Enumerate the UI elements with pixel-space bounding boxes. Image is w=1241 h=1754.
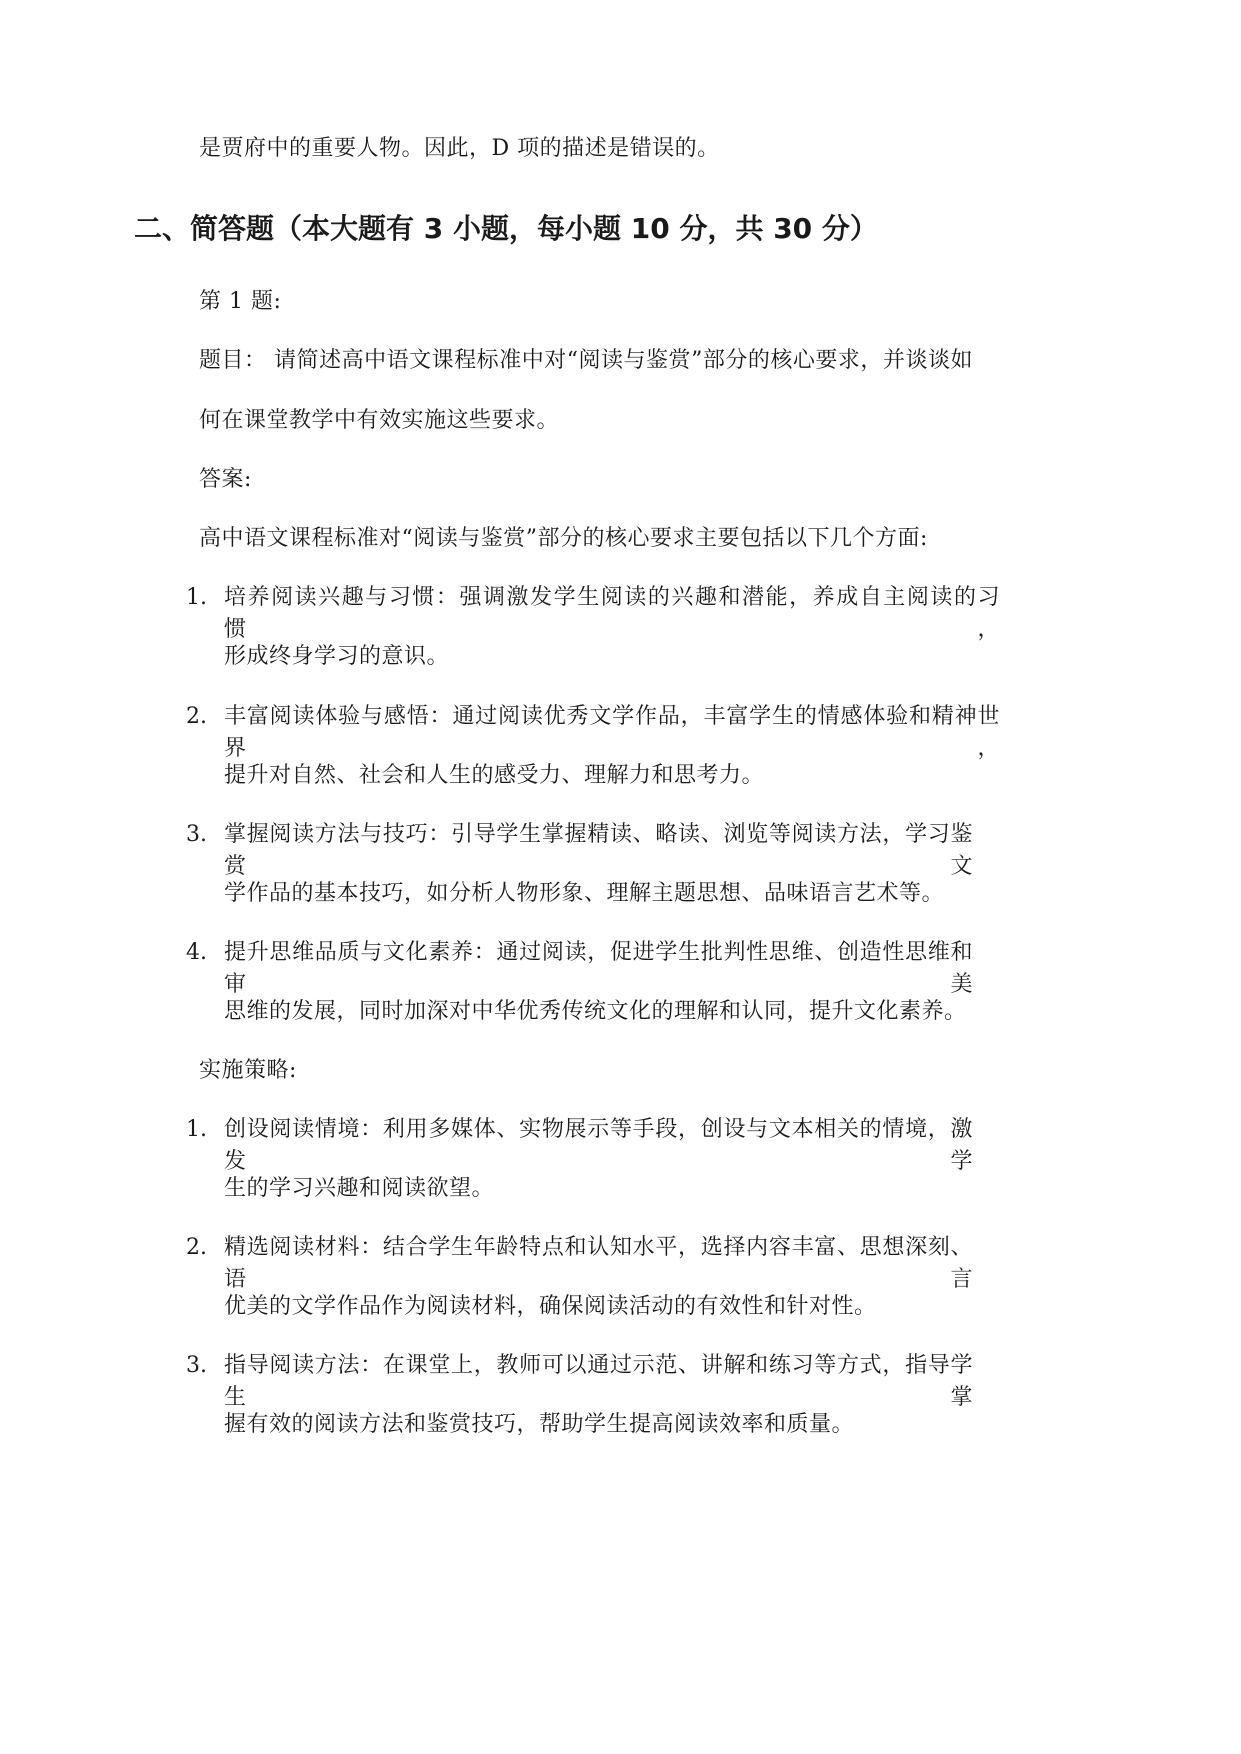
list-item-line1: 提升思维品质与文化素养：通过阅读，促进学生批判性思维、创造性思维和审美 [224, 940, 973, 997]
list-item-line2: 形成终身学习的意识。 [224, 644, 450, 669]
list-item-line2: 提升对自然、社会和人生的感受力、理解力和思考力。 [224, 763, 765, 788]
list-item-number: 1. [186, 1117, 207, 1142]
list-item-line1: 丰富阅读体验与感悟：通过阅读优秀文学作品，丰富学生的情感体验和精神世界， [224, 704, 1000, 761]
list-item-number: 2. [186, 1235, 207, 1260]
list-item-line2: 握有效的阅读方法和鉴赏技巧，帮助学生提高阅读效率和质量。 [224, 1412, 855, 1437]
list-item-line1: 创设阅读情境：利用多媒体、实物展示等手段，创设与文本相关的情境，激发学 [224, 1117, 973, 1174]
list-item-line2: 生的学习兴趣和阅读欲望。 [224, 1176, 495, 1201]
question-prompt-line1: 题目： 请简述高中语文课程标准中对“阅读与鉴赏”部分的核心要求，并谈谈如 [199, 348, 973, 373]
strategy-label: 实施策略: [199, 1058, 297, 1083]
answer-intro: 高中语文课程标准对“阅读与鉴赏”部分的核心要求主要包括以下几个方面: [199, 526, 928, 551]
list-item-number: 1. [186, 585, 207, 610]
intro-text: 是贾府中的重要人物。因此，D 项的描述是错误的。 [199, 136, 720, 161]
question-number: 第 1 题: [199, 289, 282, 314]
list-item-line2: 学作品的基本技巧，如分析人物形象、理解主题思想、品味语言艺术等。 [224, 881, 945, 906]
list-item-line1: 精选阅读材料：结合学生年龄特点和认知水平，选择内容丰富、思想深刻、语言 [224, 1235, 973, 1292]
list-item-number: 3. [186, 822, 207, 847]
list-item-line2: 思维的发展，同时加深对中华优秀传统文化的理解和认同，提升文化素养。 [224, 999, 967, 1024]
question-prompt-line2: 何在课堂教学中有效实施这些要求。 [199, 408, 560, 433]
list-item-number: 3. [186, 1353, 207, 1378]
list-item-line2: 优美的文学作品作为阅读材料，确保阅读活动的有效性和针对性。 [224, 1294, 877, 1319]
list-item-number: 4. [186, 940, 207, 965]
list-item-number: 2. [186, 704, 207, 729]
list-item-line1: 培养阅读兴趣与习惯：强调激发学生阅读的兴趣和潜能，养成自主阅读的习惯， [224, 585, 1000, 642]
section-heading: 二、简答题（本大题有 3 小题，每小题 10 分，共 30 分） [134, 212, 878, 245]
answer-label: 答案: [199, 467, 252, 492]
list-item-line1: 指导阅读方法：在课堂上，教师可以通过示范、讲解和练习等方式，指导学生掌 [224, 1353, 973, 1410]
list-item-line1: 掌握阅读方法与技巧：引导学生掌握精读、略读、浏览等阅读方法，学习鉴赏文 [224, 822, 973, 879]
